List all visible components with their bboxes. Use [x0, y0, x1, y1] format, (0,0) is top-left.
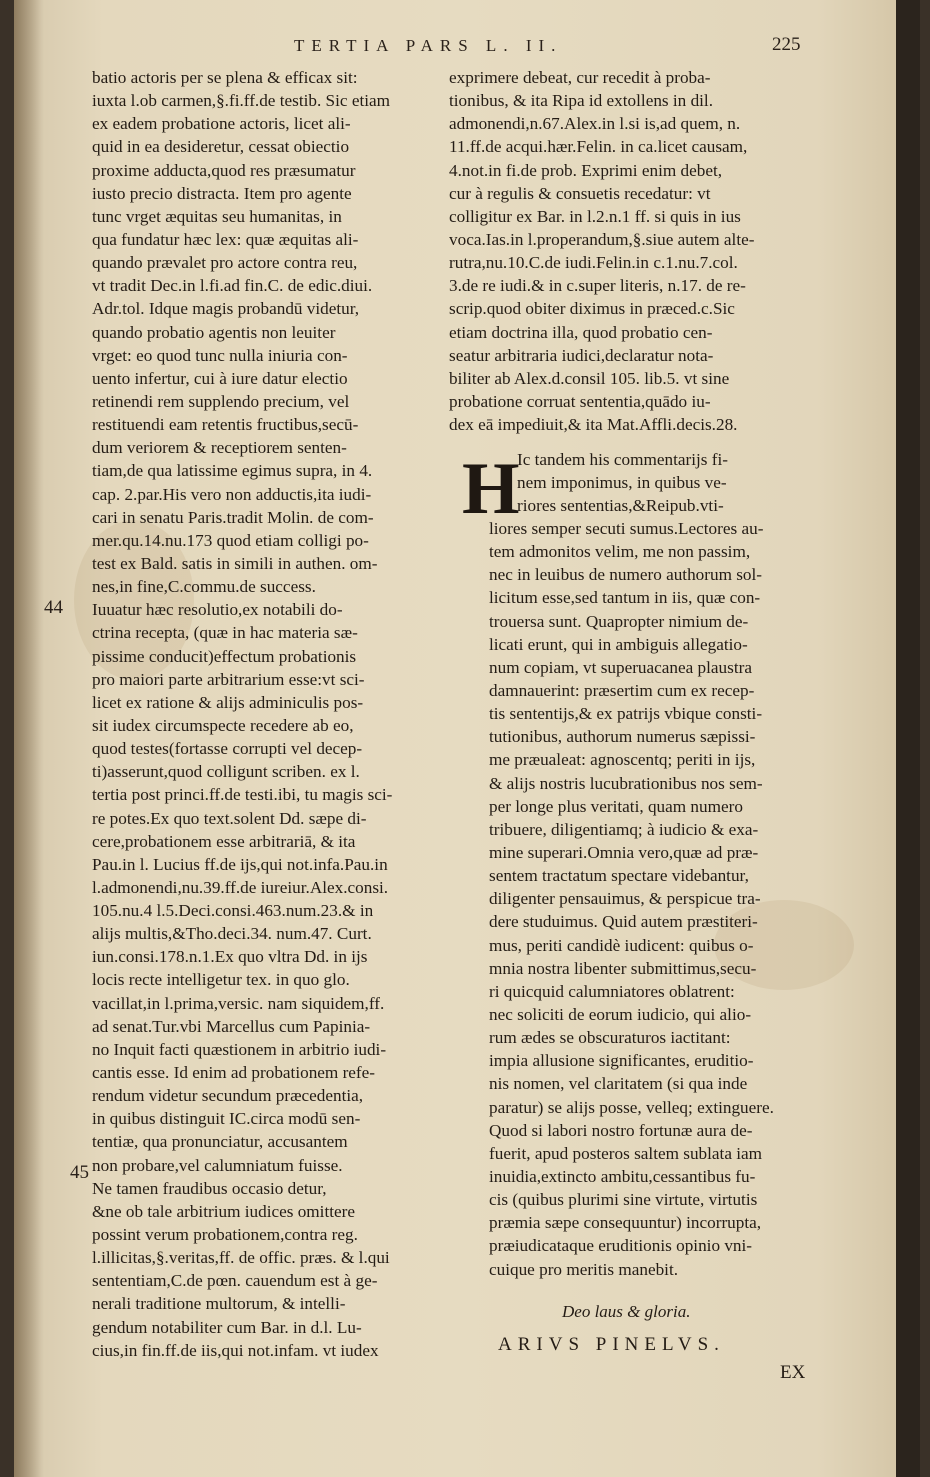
text-line: tertia post princi.ff.de testi.ibi, tu magis sci- [92, 785, 393, 805]
text-line: ctrina recepta, (quæ in hac materia sæ- [92, 623, 358, 643]
text-line: pissime conducit)effectum probationis [92, 646, 357, 666]
text-line: &ne ob tale arbitrium iudices omittere [92, 1201, 355, 1221]
text-line: per longe plus veritati, quam numero [489, 796, 743, 816]
text-line: licati erunt, qui in ambiguis allegatio- [489, 634, 748, 654]
text-line: quod testes(fortasse corrupti vel decep- [92, 739, 363, 759]
text-line: mine superari.Omnia vero,quæ ad præ- [489, 842, 759, 862]
text-line: dum veriorem & receptiorem senten- [92, 438, 347, 458]
drop-cap: H [462, 448, 520, 530]
text-line: sit iudex circumspecte recedere ab eo, [92, 715, 354, 735]
text-line: nes,in fine,C.commu.de success. [92, 577, 316, 597]
text-line: l.admonendi,nu.39.ff.de iureiur.Alex.consi. [92, 877, 389, 897]
text-line: 11.ff.de acqui.hær.Felin. in ca.licet causam, [449, 137, 748, 157]
text-line: cere,probationem esse arbitrariā, & ita [92, 831, 356, 851]
text-line: dex eā impediuit,& ita Mat.Affli.decis.28. [449, 415, 738, 435]
text-line: sentem tractatum spectare videbantur, [489, 866, 749, 886]
text-line: scrip.quod obiter diximus in præced.c.Sic [449, 299, 735, 319]
text-line: nem imponimus, in quibus ve- [517, 473, 727, 493]
text-line: præmia sæpe consequuntur) incorrupta, [489, 1213, 762, 1233]
text-line: l.illicitas,§.veritas,ff. de offic. præs. & l.qui [92, 1248, 390, 1268]
right-column [449, 66, 804, 436]
text-line: Iuuatur hæc resolutio,ex notabili do- [92, 600, 343, 620]
text-line: num copiam, vt superuacanea plaustra [489, 657, 752, 677]
text-line: ex eadem probatione actoris, licet ali- [92, 114, 351, 134]
text-line: cur à regulis & consuetis recedatur: vt [449, 183, 711, 203]
text-line: rutra,nu.10.C.de iudi.Felin.in c.1.nu.7.col. [449, 253, 738, 273]
text-line: qua fundatur hæc lex: quæ æquitas ali- [92, 229, 359, 249]
text-line: Adr.tol. Idque magis probandū videtur, [92, 299, 360, 319]
text-line: rum ædes se obscuraturos iactitant: [489, 1028, 731, 1048]
text-line: restituendi eam retentis fructibus,secū- [92, 415, 359, 435]
text-line: iuxta l.ob carmen,§.fi.ff.de testib. Sic etiam [92, 91, 390, 111]
page-edge [896, 0, 920, 1477]
text-line: tribuere, diligentiamq; à iudicio & exa- [489, 819, 759, 839]
text-line: cius,in fin.ff.de iis,qui not.infam. vt iudex [92, 1340, 379, 1360]
text-line: nec in leuibus de numero authorum sol- [489, 565, 763, 585]
text-line: inuidia,extincto ambitu,cessantibus fu- [489, 1166, 756, 1186]
text-line: cuique pro meritis manebit. [489, 1259, 679, 1279]
text-line: iun.consi.178.n.1.Ex quo vltra Dd. in ijs [92, 947, 368, 967]
text-line: Quod si labori nostro fortunæ aura de- [489, 1120, 753, 1140]
text-line: mnia nostra libenter submittimus,secu- [489, 958, 757, 978]
text-line: damnauerint: præsertim cum ex recep- [489, 680, 755, 700]
text-line: batio actoris per se plena & efficax sit: [92, 68, 358, 87]
text-line: pro maiori parte arbitrarium esse:vt sci- [92, 669, 365, 689]
text-line: in quibus distinguit IC.circa modū sen- [92, 1109, 361, 1129]
text-line: mus, periti candidè iudicent: quibus o- [489, 935, 754, 955]
running-title: TERTIA PARS L. II. [294, 36, 563, 55]
page-spine-shadow [14, 0, 44, 1477]
text-line: exprimere debeat, cur recedit à proba- [449, 68, 711, 87]
text-line: trouersa sunt. Quapropter nimium de- [489, 611, 749, 631]
author-name: ARIVS PINELVS. [498, 1334, 725, 1355]
text-line: rendum videtur secundum præcedentia, [92, 1086, 364, 1106]
text-line: gendum notabiliter cum Bar. in d.l. Lu- [92, 1317, 362, 1337]
text-line: riores sententias,&Reipub.vti- [517, 496, 724, 516]
text-line: tentiæ, qua pronunciatur, accusantem [92, 1132, 348, 1152]
text-line: liores semper secuti sumus.Lectores au- [489, 519, 764, 538]
text-line: test ex Bald. satis in simili in authen. om- [92, 553, 378, 573]
text-line: Ic tandem his commentarijs fi- [517, 450, 728, 469]
text-line: paratur) se alijs posse, velleq; extinguere. [489, 1097, 774, 1117]
text-line: præiudicataque eruditionis opinio vni- [489, 1236, 753, 1256]
catchword: EX [780, 1362, 806, 1383]
text-line: quando prævalet pro actore contra reu, [92, 253, 358, 273]
text-line: alijs multis,&Tho.deci.34. num.47. Curt. [92, 924, 372, 944]
text-line: cantis esse. Id enim ad probationem refe- [92, 1063, 376, 1083]
text-line: cari in senatu Paris.tradit Molin. de com- [92, 507, 374, 527]
text-line: ri quicquid calumniatores oblatrent: [489, 981, 735, 1001]
text-line: vrget: eo quod tunc nulla iniuria con- [92, 345, 348, 365]
text-line: tiam,de qua latissime egimus supra, in 4. [92, 461, 373, 481]
text-line: voca.Ias.in l.properandum,§.siue autem alte- [449, 229, 755, 249]
text-line: Ne tamen fraudibus occasio detur, [92, 1178, 327, 1198]
closing-first-lines [517, 448, 728, 517]
text-line: proxime adducta,quod res præsumatur [92, 160, 356, 180]
text-line: uento infertur, cui à iure datur electio [92, 368, 348, 388]
text-line: tem admonitos velim, me non passim, [489, 542, 751, 562]
text-line: diligenter pensauimus, & perspicue tra- [489, 889, 761, 909]
text-line: vacillat,in l.prima,versic. nam siquidem,ff. [92, 993, 385, 1013]
text-line: re potes.Ex quo text.solent Dd. sæpe di- [92, 808, 367, 828]
text-line: licet ex ratione & alijs adminiculis pos- [92, 692, 364, 712]
text-line: possint verum probationem,contra reg. [92, 1225, 358, 1245]
text-line: retinendi rem supplendo precium, vel [92, 391, 350, 411]
margin-number-45: 45 [70, 1162, 89, 1183]
text-line: & alijs nostris lucubrationibus nos sem- [489, 773, 763, 793]
text-line: colligitur ex Bar. in l.2.n.1 ff. si quis in ius [449, 206, 741, 226]
text-line: seatur arbitraria iudici,declaratur nota- [449, 345, 714, 365]
text-line: probatione corruat sententia,quādo iu- [449, 391, 711, 411]
left-column [92, 66, 442, 1362]
text-line: licitum esse,sed tantum in iis, quæ con- [489, 588, 761, 608]
text-line: cap. 2.par.His vero non adductis,ita iudi- [92, 484, 372, 504]
closing-doxology: Deo laus & gloria. [562, 1302, 691, 1321]
text-line: no Inquit facti quæstionem in arbitrio iudi- [92, 1039, 387, 1059]
text-line: tis sententijs,& ex patrijs vbique consti- [489, 704, 763, 724]
text-line: quid in ea desideretur, cessat obiectio [92, 137, 350, 157]
text-line: 105.nu.4 l.5.Deci.consi.463.num.23.& in [92, 901, 374, 921]
book-page [14, 0, 906, 1477]
text-line: etiam doctrina illa, quod probatio cen- [449, 322, 713, 342]
folio-number: 225 [772, 34, 801, 55]
text-line: locis recte intelligetur tex. in quo glo. [92, 970, 350, 990]
text-line: iusto precio distracta. Item pro agente [92, 183, 352, 203]
text-line: nec soliciti de eorum iudicio, qui alio- [489, 1004, 752, 1024]
text-line: mer.qu.14.nu.173 quod etiam colligi po- [92, 530, 369, 550]
text-line: vt tradit Dec.in l.fi.ad fin.C. de edic.diui. [92, 276, 373, 296]
text-line: nis nomen, vel claritatem (si qua inde [489, 1074, 748, 1094]
text-line: nerali traditione multorum, & intelli- [92, 1294, 346, 1314]
text-line: tutionibus, authorum numerus sæpissi- [489, 727, 756, 747]
text-line: fuerit, apud posteros saltem sublata iam [489, 1143, 763, 1163]
text-line: sententiam,C.de pœn. cauendum est à ge- [92, 1271, 378, 1291]
text-line: biliter ab Alex.d.consil 105. lib.5. vt sine [449, 368, 730, 388]
text-line: non probare,vel calumniatum fuisse. [92, 1155, 343, 1175]
closing-paragraph [489, 517, 774, 1281]
text-line: 3.de re iudi.& in c.super literis, n.17. de re- [449, 276, 746, 296]
text-line: Pau.in l. Lucius ff.de ijs,qui not.infa.Pau.in [92, 854, 388, 874]
text-line: admonendi,n.67.Alex.in l.si is,ad quem, n. [449, 114, 741, 134]
text-line: ad senat.Tur.vbi Marcellus cum Papinia- [92, 1016, 371, 1036]
text-line: tionibus, & ita Ripa id extollens in dil. [449, 91, 714, 111]
text-line: 4.not.in fi.de prob. Exprimi enim debet, [449, 160, 723, 180]
text-line: cis (quibus plurimi sine virtute, virtutis [489, 1190, 758, 1210]
text-line: tunc vrget æquitas seu humanitas, in [92, 206, 342, 226]
margin-number-44: 44 [44, 597, 63, 618]
text-line: me præualeat: agnoscentq; periti in ijs, [489, 750, 756, 770]
text-line: impia allusione significantes, eruditio- [489, 1051, 754, 1071]
text-line: dere studuimus. Quid autem præstiteri- [489, 912, 758, 932]
text-line: ti)asserunt,quod colligunt scriben. ex l. [92, 762, 360, 782]
text-line: quando probatio agentis non leuiter [92, 322, 336, 342]
